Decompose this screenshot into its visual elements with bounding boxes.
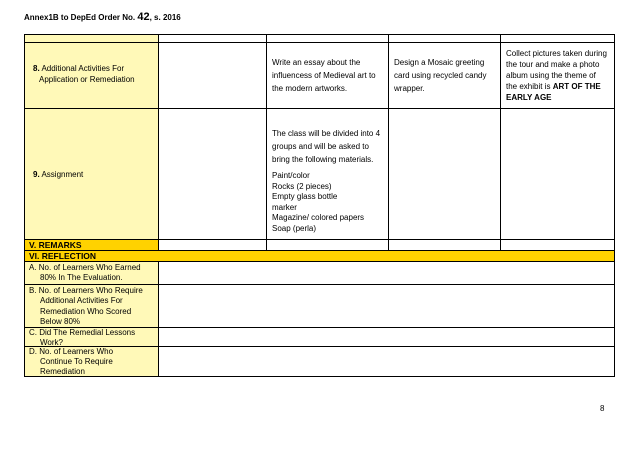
row9-cell-2 <box>158 108 266 239</box>
remarks-cell-5 <box>500 239 615 250</box>
top-cell-2 <box>158 34 266 42</box>
row8-cell-2 <box>158 42 266 108</box>
row8-cell-4: Design a Mosaic greeting card using recycled candy wrapper. <box>388 42 500 108</box>
reflection-a-label: A. No. of Learners Who Earned 80% In The Evaluation. <box>24 261 158 284</box>
top-cell-5 <box>500 34 615 42</box>
row9-cell-4 <box>388 108 500 239</box>
remarks-cell-4 <box>388 239 500 250</box>
reflection-c-answer[interactable] <box>158 327 615 346</box>
reflection-b-answer[interactable] <box>158 284 615 327</box>
page-number: 8 <box>600 404 605 413</box>
row8-label-cell: 8. Additional Activities For Application or Remediation <box>24 42 158 108</box>
reflection-a-answer[interactable] <box>158 261 615 284</box>
reflection-d-answer[interactable] <box>158 346 615 377</box>
top-cell-4 <box>388 34 500 42</box>
row9-label-cell: 9. Assignment <box>24 108 158 239</box>
top-cell-3 <box>266 34 388 42</box>
reflection-b-label: B. No. of Learners Who Require Additional Activities For Remediation Who Scored Below 80% <box>24 284 158 327</box>
row8-cell-3: Write an essay about the influencess of Medieval art to the modern artworks. <box>266 42 388 108</box>
reflection-d-label: D. No. of Learners Who Continue To Require Remediation <box>24 346 158 377</box>
reflection-c-label: C. Did The Remedial Lessons Work? <box>24 327 158 346</box>
reflection-header: VI. REFLECTION <box>24 250 615 261</box>
remarks-label-cell: V. REMARKS <box>24 239 158 250</box>
row9-cell-3: The class will be divided into 4 groups and will be asked to bring the following materials. Paint/color Rocks (2 pieces) Empty glass bottle marker Magazine/ colored papers Soap (perla) <box>266 108 388 239</box>
remarks-cell-2 <box>158 239 266 250</box>
document-header: Annex1B to DepEd Order No. 42, s. 2016 <box>24 11 181 23</box>
remarks-cell-3 <box>266 239 388 250</box>
row8-cell-5: Collect pictures taken during the tour and make a photo album using the theme of the exhibit is ART OF THE EARLY AGE <box>500 42 615 108</box>
top-cell-1 <box>24 34 158 42</box>
row9-cell-5 <box>500 108 615 239</box>
